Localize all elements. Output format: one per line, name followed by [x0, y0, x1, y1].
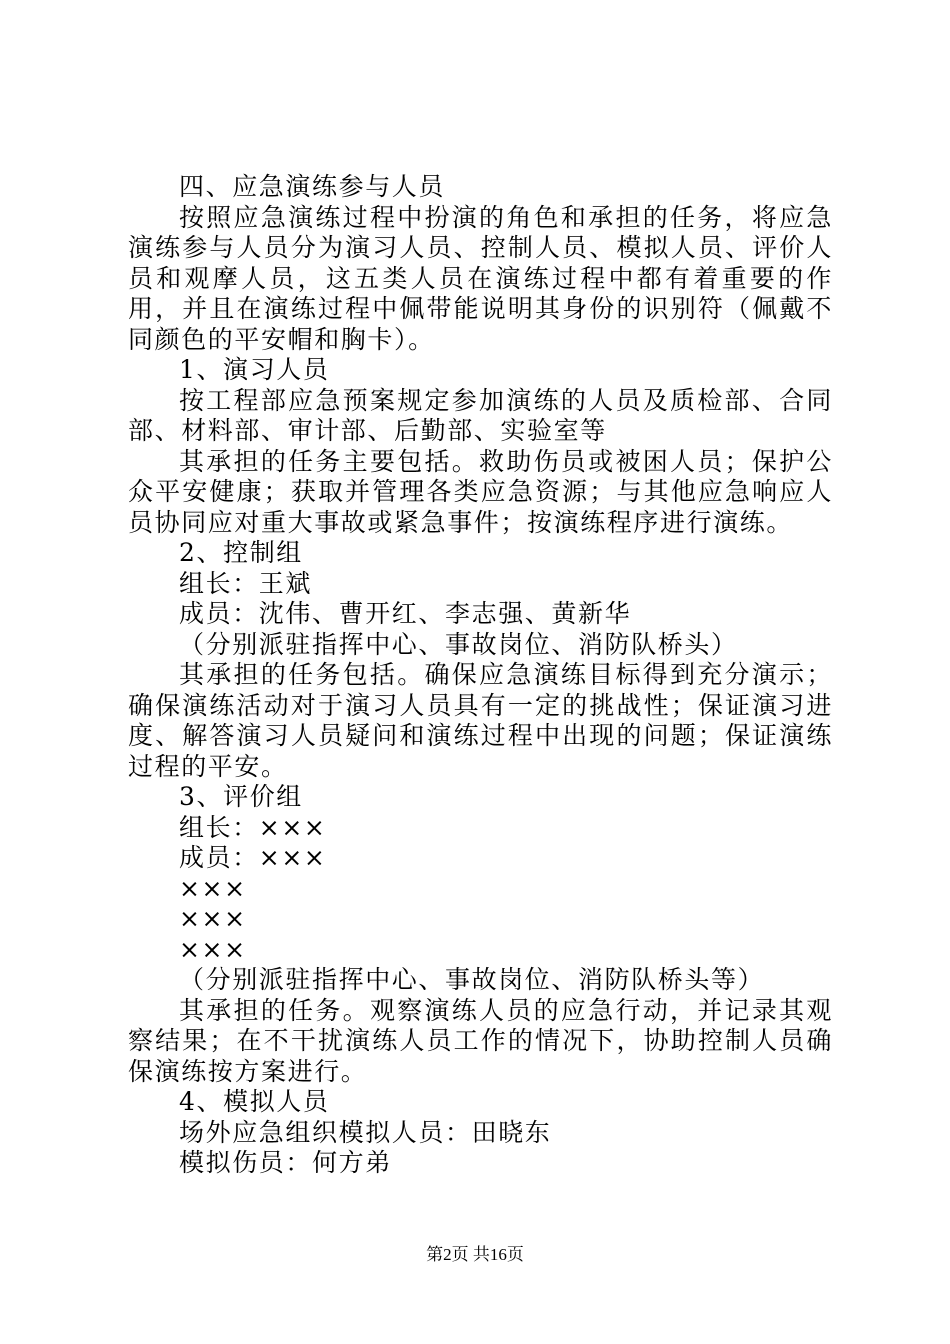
section-heading: 四、应急演练参与人员 [179, 172, 446, 201]
paragraph: 其承担的任务。观察演练人员的应急行动，并记录其观察结果；在不干扰演练人员工作的情况下，协助控制人员确保演练按方案进行。 [128, 995, 833, 1086]
paragraph: 成员：沈伟、曹开红、李志强、黄新华 [179, 599, 632, 628]
page-footer: 第2页 共16页 [426, 1245, 524, 1264]
paragraph: ××× [179, 873, 247, 903]
paragraph: 按工程部应急预案规定参加演练的人员及质检部、合同部、材料部、审计部、后勤部、实验室等 [128, 385, 833, 445]
document-body [128, 172, 833, 1179]
paragraph: 按照应急演练过程中扮演的角色和承担的任务，将应急演练参与人员分为演习人员、控制人员、模拟人员、评价人员和观摩人员，这五类人员在演练过程中都有着重要的作用，并且在演练过程中佩带能说明其身份的识别符（佩戴不同颜色的平安帽和胸卡）。 [128, 202, 833, 354]
paragraph: （分别派驻指挥中心、事故岗位、消防队桥头等） [179, 965, 765, 994]
paragraph: 成员：××× [179, 843, 327, 872]
subsection-heading: 4、模拟人员 [179, 1087, 330, 1116]
subsection-heading: 3、评价组 [179, 782, 303, 811]
paragraph: 场外应急组织模拟人员：田晓东 [179, 1117, 552, 1147]
paragraph: ××× [179, 934, 247, 964]
paragraph: 其承担的任务主要包括。救助伤员或被困人员；保护公众平安健康；获取并管理各类应急资源；与其他应急响应人员协同应对重大事故或紧急事件；按演练程序进行演练。 [128, 446, 833, 537]
paragraph: 组长：王斌 [179, 568, 313, 598]
paragraph: ××× [179, 904, 247, 933]
paragraph: 模拟伤员：何方弟 [179, 1148, 392, 1177]
paragraph: 其承担的任务包括。确保应急演练目标得到充分演示；确保演练活动对于演习人员具有一定的挑战性；保证演习进度、解答演习人员疑问和演练过程中出现的问题；保证演练过程的平安。 [128, 660, 833, 781]
subsection-heading: 1、演习人员 [179, 355, 330, 384]
paragraph: （分别派驻指挥中心、事故岗位、消防队桥头） [179, 629, 738, 659]
paragraph: 组长：××× [179, 812, 327, 842]
subsection-heading: 2、控制组 [179, 538, 303, 567]
